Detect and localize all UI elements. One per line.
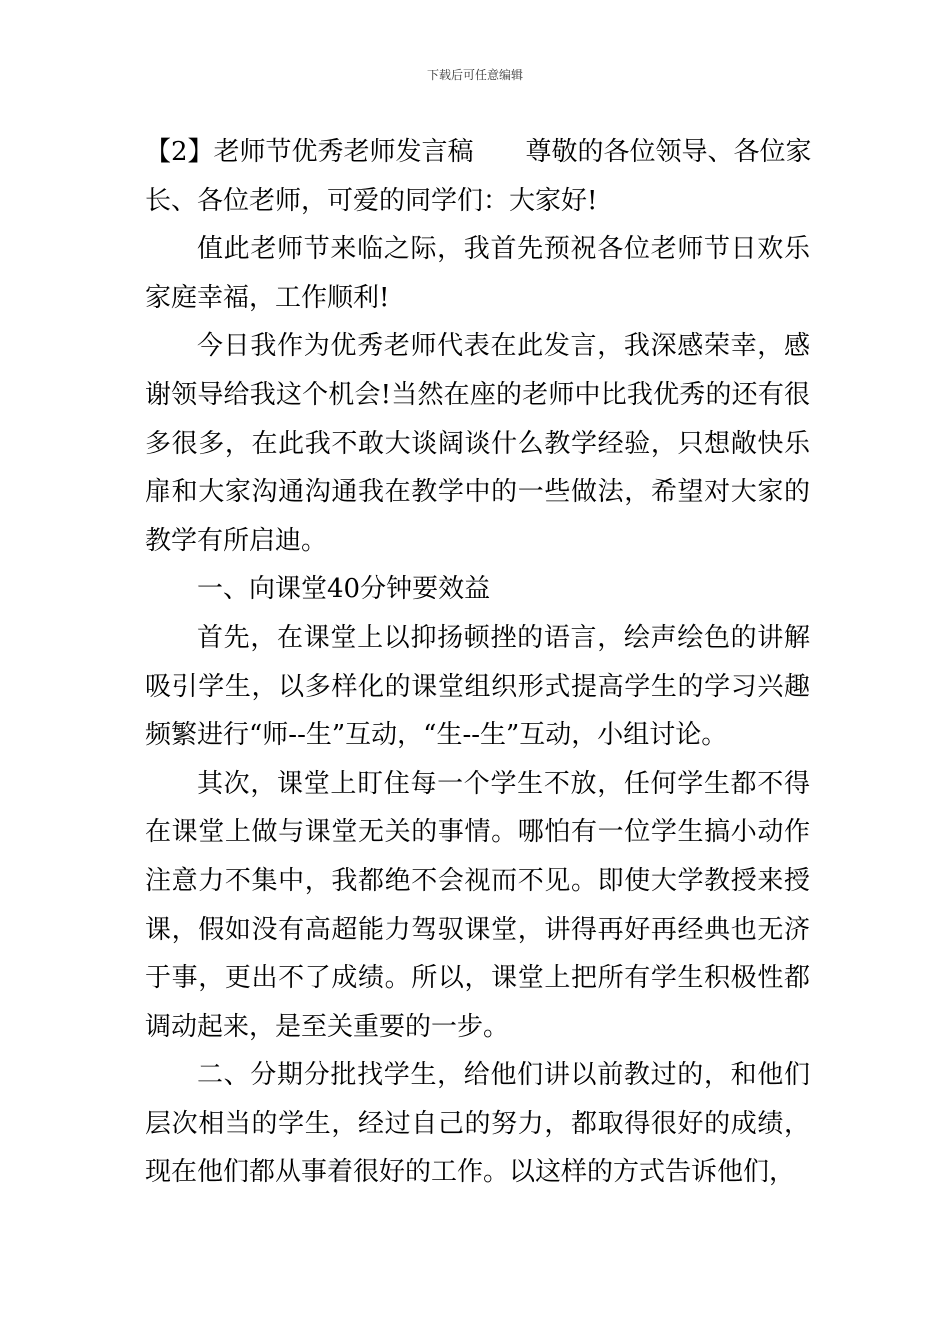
- paragraph-3: 首先，在课堂上以抑扬顿挫的语言，绘声绘色的讲解吸引学生，以多样化的课堂组织形式提高学生的学习兴趣频繁进行“师--生”互动，“生--生”互动，小组讨论。: [145, 622, 810, 751]
- paragraph-5: 二、分期分批找学生，给他们讲以前教过的，和他们层次相当的学生，经过自己的努力，都取得很好的成绩，现在他们都从事着很好的工作。以这样的方式告诉他们，: [145, 1060, 810, 1188]
- paragraph-4: 其次，课堂上盯住每一个学生不放，任何学生都不得在课堂上做与课堂无关的事情。哪怕有一位学生搞小动作注意力不集中，我都绝不会视而不见。即使大学教授来授课，假如没有高超能力驾驭课堂，讲得再好再经典也无济于事，更出不了成绩。所以，课堂上把所有学生积极性都调动起来，是至关重要的一步。: [145, 768, 810, 1042]
- title-paragraph: [145, 128, 810, 225]
- paragraph-1: 值此老师节来临之际，我首先预祝各位老师节日欢乐家庭幸福，工作顺利!: [145, 234, 810, 313]
- paragraph-2: 今日我作为优秀老师代表在此发言，我深感荣幸，感谢领导给我这个机会!当然在座的老师中比我优秀的还有很多很多，在此我不敢大谈阔谈什么教学经验，只想敞快乐扉和大家沟通沟通我在教学中的一些做法，希望对大家的教学有所启迪。: [145, 331, 810, 556]
- greeting-line: 长、各位老师，可爱的同学们：大家好!: [145, 185, 598, 216]
- page-header: 下载后可任意编辑: [426, 68, 523, 82]
- document-body: [145, 128, 810, 1197]
- document-title-line: 【2】老师节优秀老师发言稿 尊敬的各位领导、各位家: [145, 137, 812, 167]
- section-heading-1: 一、向课堂40分钟要效益: [197, 574, 491, 605]
